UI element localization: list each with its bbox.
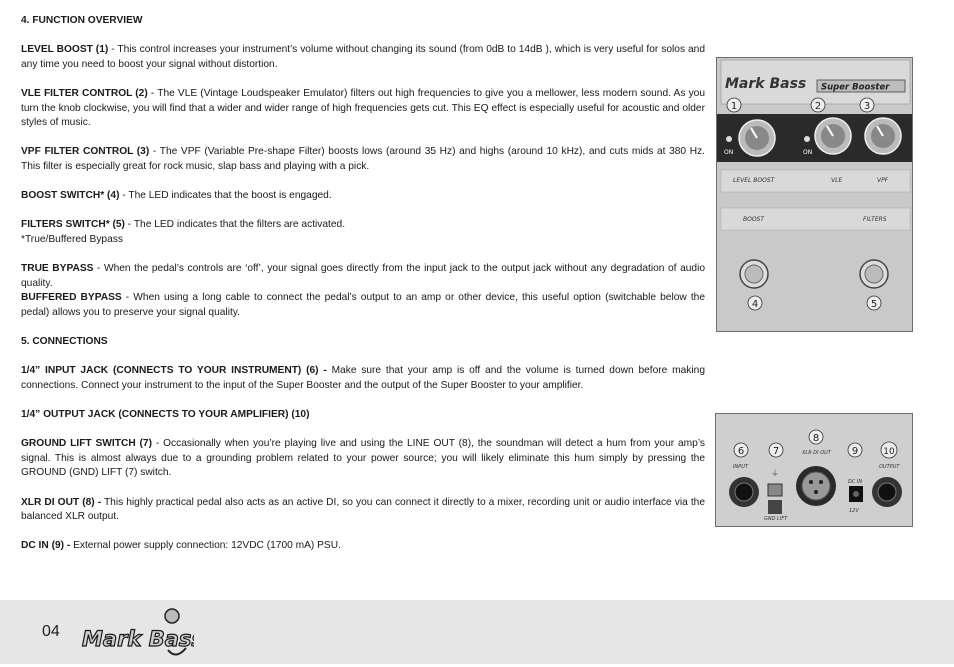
input-label: INPUT [733, 464, 748, 470]
callout-3: 3 [863, 101, 871, 112]
ground-lift-paragraph: GROUND LIFT SWITCH (7) - Occasionally when you’re playing live and using the LINE OUT (8), the soundman will detect a hum from your amp’s signal. This is almost always due to a grounding problem related to your power source; you will likely eliminate this hum simply by pressing the GROUND (GND) LIFT (7) switch. [21, 438, 705, 479]
callout-2: 2 [814, 101, 822, 112]
dc-label: DC IN [848, 479, 863, 485]
true-bypass-paragraph: TRUE BYPASS - When the pedal’s controls are ‘off’, your signal goes directly from the input jack to the output jack without any degradation of audio quality. [21, 263, 705, 289]
vle-label: VLE [831, 177, 843, 184]
ground-lift-switch [768, 469, 782, 514]
footer-logo-text: Mark Bass [82, 627, 194, 651]
dc-in-paragraph: DC IN (9) - External power supply connection: 12VDC (1700 mA) PSU. [21, 540, 341, 552]
output-label: OUTPUT [879, 464, 900, 470]
vle-knob [815, 118, 851, 154]
output-jack [872, 477, 902, 507]
output-jack-heading: 1/4” OUTPUT JACK (CONNECTS TO YOUR AMPLIFIER) (10) [21, 409, 310, 421]
text-column [21, 14, 705, 554]
callout-8: 8 [812, 433, 820, 444]
boost-label: BOOST [743, 216, 765, 223]
vpf-label: VPF [877, 177, 889, 184]
pedal-top-figure [716, 57, 913, 332]
boost-led [726, 136, 732, 142]
filters-footswitch [860, 260, 888, 288]
dc-jack [849, 486, 863, 502]
function-overview-heading: 4. FUNCTION OVERVIEW [21, 15, 143, 26]
xlr-jack [796, 466, 836, 506]
xlr-label: XLR DI OUT [802, 450, 831, 456]
on-label-2: ON [803, 149, 813, 156]
bypass-note: *True/Buffered Bypass [21, 233, 123, 245]
brand-logo: Mark Bass [725, 76, 807, 92]
boost-switch-paragraph: BOOST SWITCH* (4) - The LED indicates that the boost is engaged. [21, 190, 332, 202]
pedal-connections-figure [715, 413, 913, 527]
callout-7: 7 [772, 446, 780, 457]
callout-4: 4 [751, 299, 759, 310]
model-name: Super Booster [821, 82, 890, 93]
buffered-bypass-paragraph: BUFFERED BYPASS - When using a long cable to connect the pedal’s output to an amp or other device, this useful option (switchable below the pedal) allows you to preserve your signal quality. [21, 292, 705, 318]
callout-6: 6 [737, 446, 745, 457]
filters-switch-paragraph: FILTERS SWITCH* (5) - The LED indicates that the filters are activated. [21, 219, 346, 231]
input-jack-paragraph: 1/4” INPUT JACK (CONNECTS TO YOUR INSTRUMENT) (6) - Make sure that your amp is off and the volume is turned down before making connections. Connect your instrument to the input of the Super Booster and the output of the Super Booster to your amplifier. [21, 365, 705, 391]
footer-logo [80, 606, 194, 667]
filters-label: FILTERS [863, 216, 887, 223]
xlr-paragraph: XLR DI OUT (8) - This highly practical pedal also acts as an active DI, so you can connect it directly to a mixer, recording unit or audio interface via the balanced XLR output. [21, 496, 705, 523]
gnd-lift-label: GND LIFT [764, 516, 788, 522]
input-jack [729, 477, 759, 507]
level-boost-knob [739, 120, 775, 156]
vpf-paragraph: VPF FILTER CONTROL (3) - The VPF (Variable Pre-shape Filter) boosts lows (around 35 Hz) and highs (around 10 kHz), and cuts mids at 380 Hz. This filter is especially great for rock music, slap bass and playing with a pick. [21, 146, 705, 172]
callout-10: 10 [883, 447, 895, 457]
filters-led [804, 136, 810, 142]
page-number: 04 [42, 623, 60, 640]
ground-icon: ⏚ [771, 469, 779, 478]
vle-paragraph: VLE FILTER CONTROL (2) - The VLE (Vintage Loudspeaker Emulator) filters out high frequencies to give you a mellower, less modern sound. As you turn the knob clockwise, you will find that a wider and wider range of high frequencies gets cut. This EQ effect is especially useful for acoustic and older styles of music. [21, 87, 705, 129]
connections-heading: 5. CONNECTIONS [21, 336, 108, 348]
callout-9: 9 [851, 446, 859, 457]
on-label-1: ON [724, 149, 734, 156]
level-boost-paragraph: LEVEL BOOST (1) - This control increases your instrument’s volume without changing its sound (from 0dB to 14dB ), which is very useful for solos and any time you need to boost your signal without distortion. [21, 44, 706, 70]
level-boost-label: LEVEL BOOST [733, 177, 775, 184]
vpf-knob [865, 118, 901, 154]
callout-5: 5 [870, 299, 878, 310]
boost-footswitch [740, 260, 768, 288]
callout-1: 1 [730, 101, 738, 112]
dc-spec-label: 12V [849, 508, 859, 514]
mascot-head-icon [165, 609, 179, 623]
